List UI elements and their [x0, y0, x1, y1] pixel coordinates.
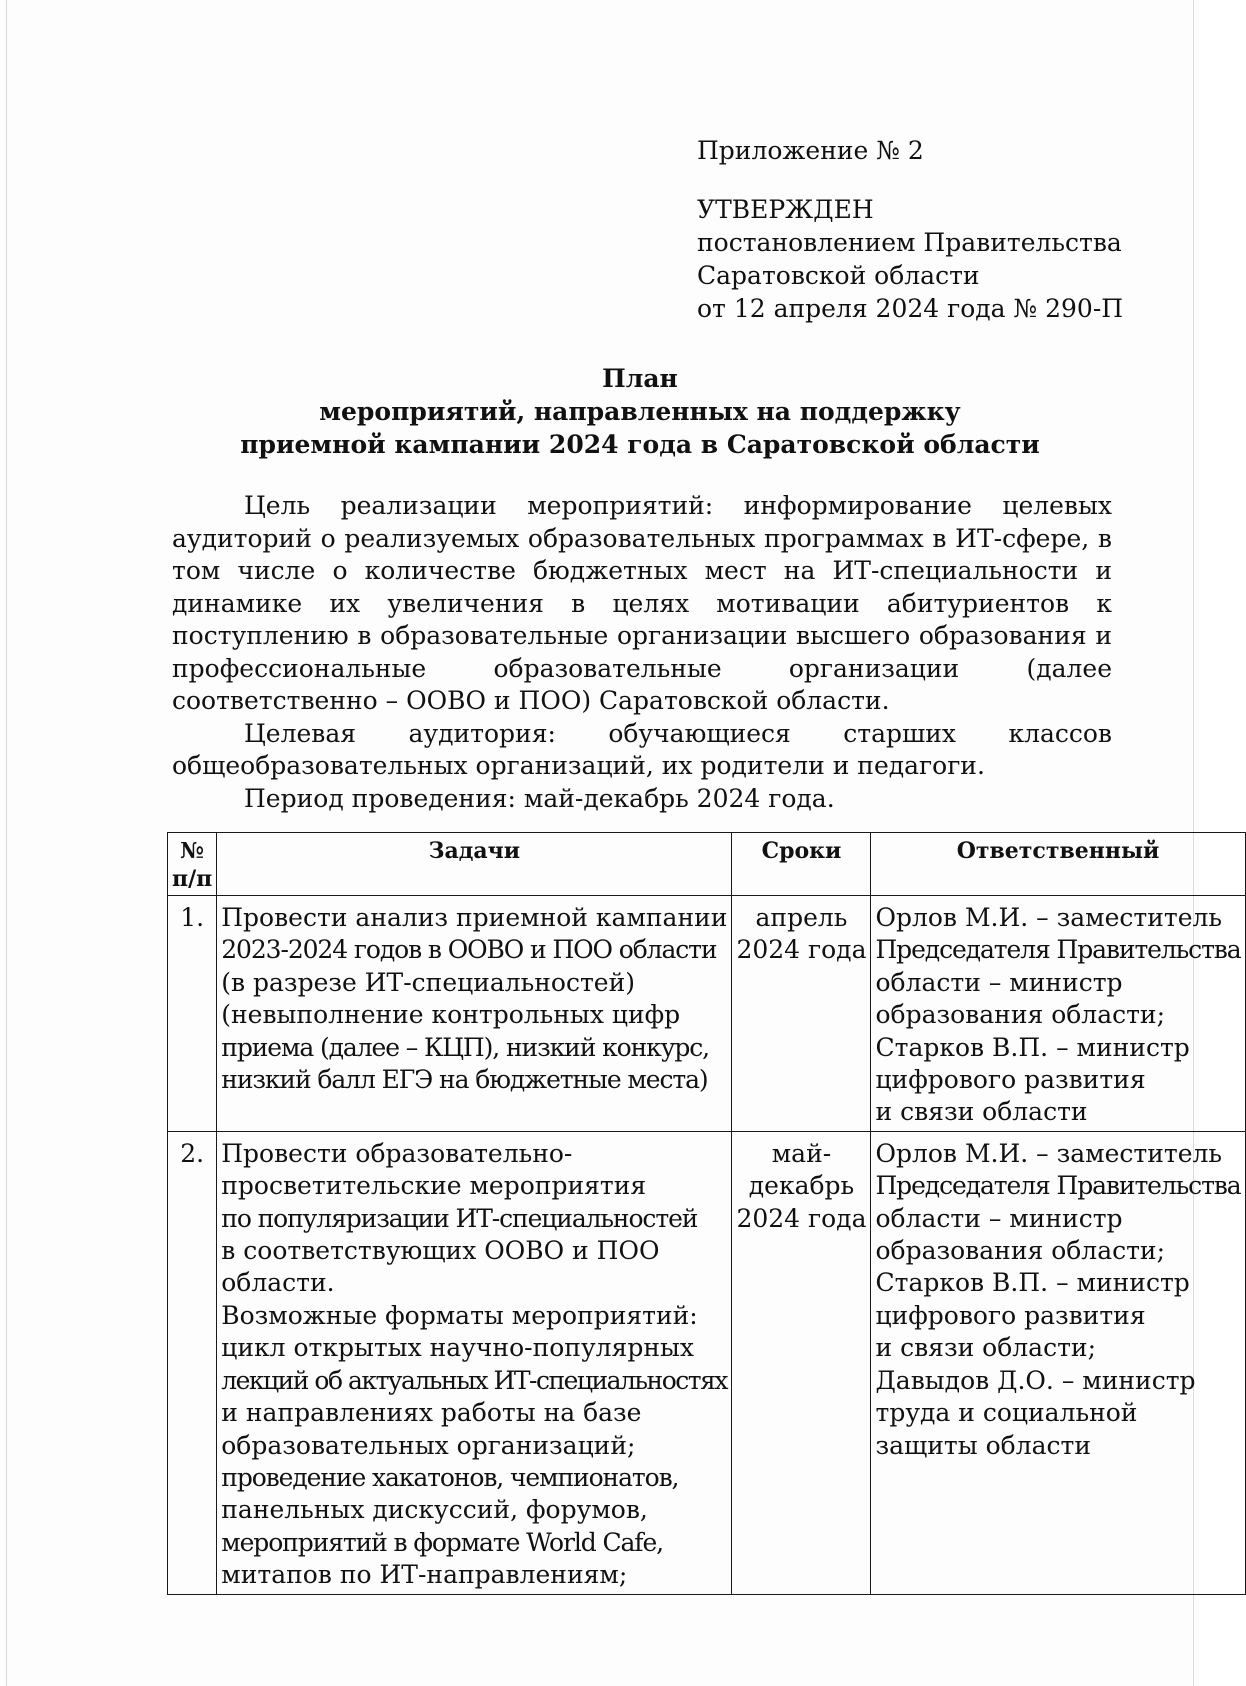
header-responsible: Ответственный — [871, 833, 1245, 896]
title-line: приемной кампании 2024 года в Саратовской области — [240, 430, 1040, 459]
row-terms: май- декабрь 2024 года — [732, 1131, 871, 1594]
title-line: мероприятий, направленных на поддержку — [319, 397, 961, 426]
row-terms: апрель 2024 года — [732, 896, 871, 1132]
header-num: № п/п — [168, 833, 217, 896]
scan-edge-left — [6, 0, 7, 1686]
intro-section — [172, 490, 1112, 815]
row-task: Провести анализ приемной кампании 2023-2024 годов в ООВО и ПОО области (в разрезе ИТ-специальностей) (невыполнение контрольных цифр приема (далее – КЦП), низкий конкурс, низкий балл ЕГЭ на бюджетные места) — [217, 896, 732, 1132]
header-terms: Сроки — [732, 833, 871, 896]
title-line: План — [602, 364, 678, 393]
row-number: 2. — [168, 1131, 217, 1594]
table-header-row — [168, 833, 1246, 896]
table-row — [168, 1131, 1246, 1594]
table-row — [168, 896, 1246, 1132]
approval-block — [697, 134, 1157, 325]
goal-paragraph: Цель реализации мероприятий: информирование целевых аудиторий о реализуемых образовательных программах в ИТ-сфере, в том числе о количестве бюджетных мест на ИТ-специальности и динамике их увеличения в целях мотивации абитуриентов к поступлению в образовательные организации высшего образования и профессиональные образовательные организации (далее соответственно – ООВО и ПОО) Саратовской области. — [172, 491, 1112, 715]
audience-paragraph: Целевая аудитория: обучающиеся старших классов общеобразовательных организаций, их родители и педагоги. — [172, 718, 1112, 780]
document-title — [160, 362, 1120, 461]
row-responsible: Орлов М.И. – заместитель Председателя Правительства области – министр образования области; Старков В.П. – министр цифрового развития и связи области; Давыдов Д.О. – министр труда и социальной защиты области — [871, 1131, 1245, 1594]
approval-line: Саратовской области — [697, 261, 980, 290]
row-responsible: Орлов М.И. – заместитель Председателя Правительства области – министр образования области; Старков В.П. – министр цифрового развития и связи области — [871, 896, 1245, 1132]
annex-number: Приложение № 2 — [697, 136, 924, 165]
plan-table — [167, 832, 1246, 1595]
header-tasks: Задачи — [217, 833, 732, 896]
approval-line: постановлением Правительства — [697, 228, 1122, 257]
row-task: Провести образовательно- просветительские мероприятия по популяризации ИТ-специальностей в соответствующих ООВО и ПОО области. Возможные форматы мероприятий: цикл открытых научно-популярных лекций об актуальных ИТ-специальностях и направлениях работы на базе образовательных организаций; проведение хакатонов, чемпионатов, панельных дискуссий, форумов, мероприятий в формате World Cafe, митапов по ИТ-направлениям; — [217, 1131, 732, 1594]
period-paragraph: Период проведения: май-декабрь 2024 года. — [244, 783, 835, 813]
row-number: 1. — [168, 896, 217, 1132]
approval-date-number: от 12 апреля 2024 года № 290-П — [697, 294, 1124, 323]
approved-stamp-text: УТВЕРЖДЕН — [697, 195, 874, 224]
